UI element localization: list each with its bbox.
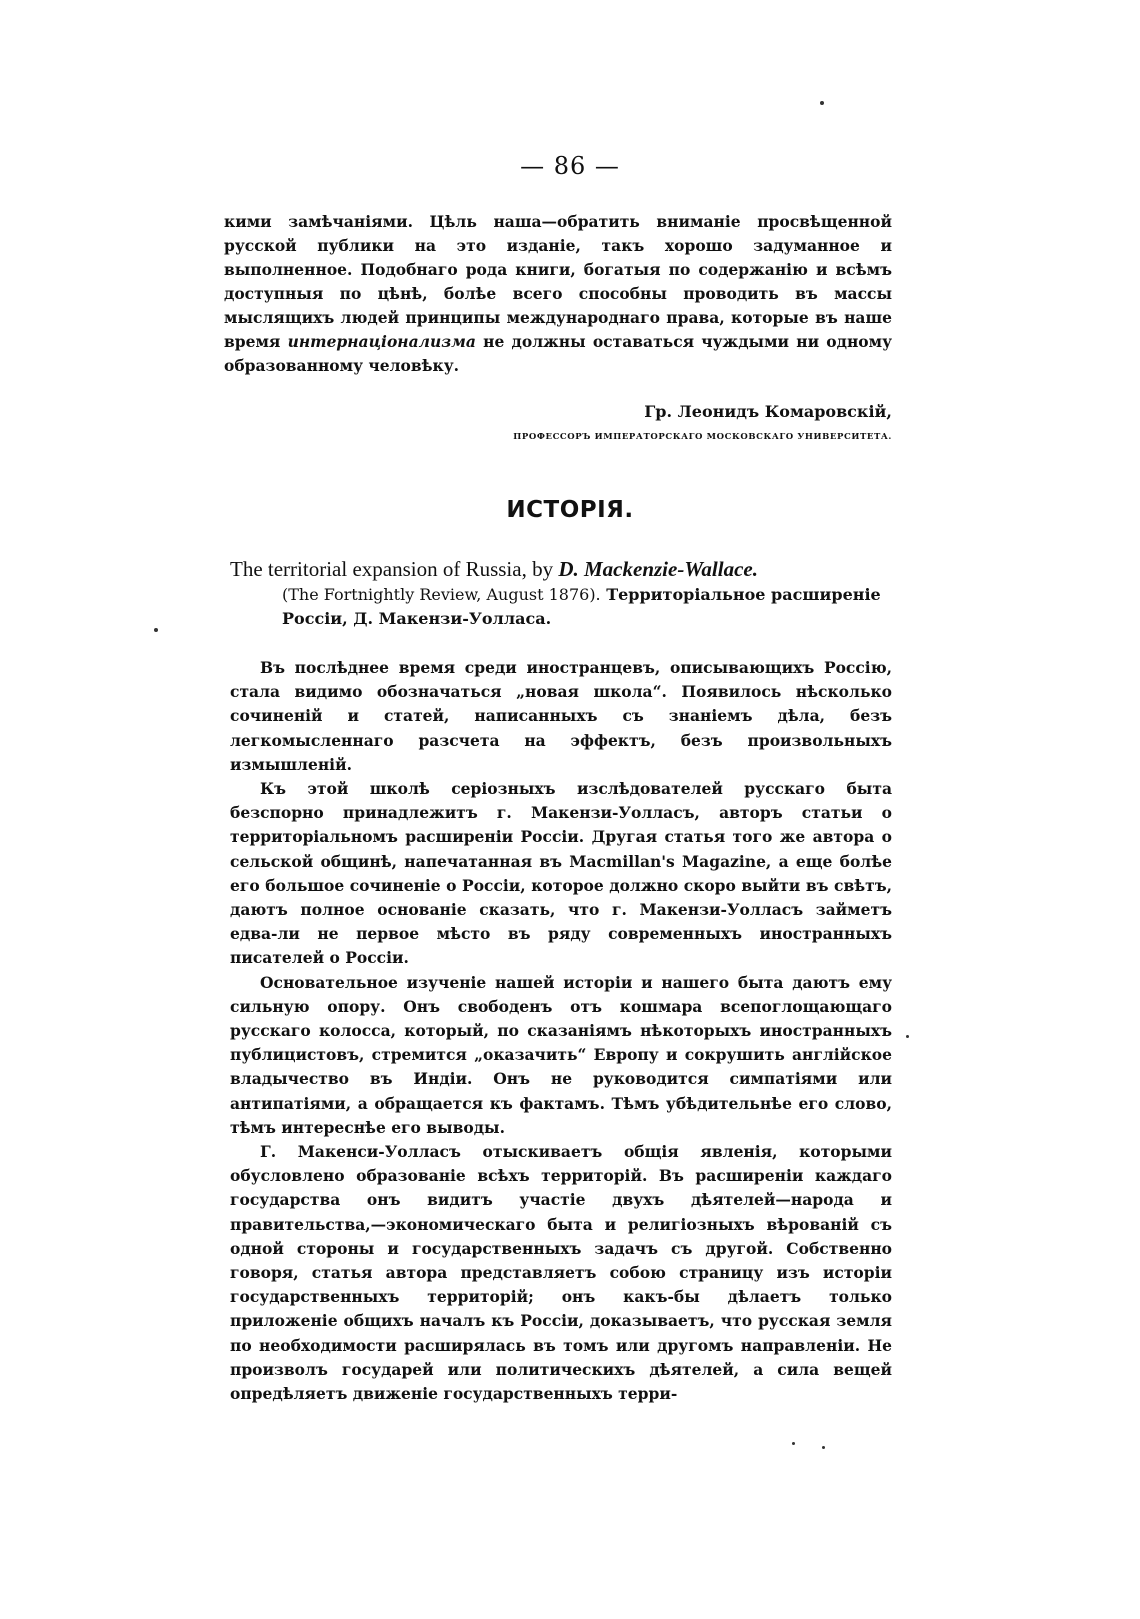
intro-text-start: кими замѣчаніями. Цѣль наша—обратить вниманіе просвѣщенной русской публики на это изданіе, такъ хорошо задуманное и выполненное. Подобнаго рода книги, богатыя по содержанію и всѣмъ доступныя по цѣнѣ, болѣе всего способны проводить въ массы мыслящихъ людей принципы международнаго права, которые въ наше время — [224, 212, 892, 351]
reference-details — [282, 583, 892, 631]
body-paragraph: Основательное изученіе нашей исторіи и нашего быта даютъ ему сильную опору. Онъ свободенъ отъ кошмара всепоглощающаго русскаго колосса, который, по сказаніямъ нѣкоторыхъ иностранныхъ публицистовъ, стремится „оказачить“ Европу и сокрушить англійское владычество въ Индіи. Онъ не руководится симпатіями или антипатіями, а обращается къ фактамъ. Тѣмъ убѣдительнѣе его слово, тѣмъ интереснѣе его выводы. — [230, 972, 892, 1137]
signature-affiliation: ПРОФЕССОРЪ ИМПЕРАТОРСКАГО МОСКОВСКАГО УНИВЕРСИТЕТА. — [513, 432, 892, 442]
scan-speck — [792, 1442, 795, 1445]
reference-entry — [230, 555, 892, 631]
page-number: — 86 — — [520, 152, 620, 180]
section-title: ИСТОРІЯ. — [506, 497, 634, 523]
reference-english-line — [230, 557, 758, 581]
body-paragraph: Къ этой школѣ серіозныхъ изслѣдователей русскаго быта безспорно принадлежитъ г. Макензи-Уолласъ, авторъ статьи о территоріальномъ расширеніи Россіи. Другая статья того же автора о сельской общинѣ, напечатанная въ Macmillan's Magazine, а еще болѣе его большое сочиненіе о Россіи, которое должно скоро выйти въ свѣтъ, даютъ полное основаніе сказать, что г. Макензи-Уолласъ займетъ едва-ли не первое мѣсто въ ряду современныхъ иностранныхъ писателей о Россіи. — [230, 779, 892, 968]
reference-russian-title: Территоріальное расширеніе Россіи, Д. Макензи-Уолласа. — [282, 585, 881, 628]
intro-italic-term: интернаціонализма — [287, 332, 476, 351]
body-paragraph: Г. Макенси-Уолласъ отыскиваетъ общія явленія, которыми обусловлено образованіе всѣхъ территорій. Въ расширеніи каждаго государства онъ видитъ участіе двухъ дѣятелей—народа и правительства,—экономическаго быта и религіозныхъ вѣрованій съ одной стороны и государственныхъ задачъ съ другой. Собственно говоря, статья автора представляетъ собою страницу изъ исторіи государственныхъ территорій; онъ какъ-бы дѣлаетъ только приложеніе общихъ началъ къ Россіи, доказываетъ, что русская земля по необходимости расширялась въ томъ или другомъ направленіи. Не произволъ государей или политическихъ дѣятелей, а сила вещей опредѣляетъ движеніе государственныхъ терри- — [230, 1142, 892, 1404]
scan-speck — [822, 1446, 825, 1449]
intro-text-end: не должны оставаться чуждыми ни одному образованному человѣку. — [224, 332, 893, 375]
body-paragraph: Въ послѣднее время среди иностранцевъ, описывающихъ Россію, стала видимо обозначаться „новая школа“. Появилось нѣсколько сочиненій и статей, написанныхъ съ знаніемъ дѣла, безъ легкомысленнаго разсчета на эффектъ, безъ произвольныхъ измышленій. — [230, 658, 892, 774]
scan-speck — [154, 628, 158, 632]
scan-speck — [906, 1035, 909, 1038]
signature-name: Гр. Леонидъ Комаровскій, — [644, 402, 892, 421]
reference-english-title: The territorial expansion of Russia, by — [230, 557, 559, 581]
reference-source: (The Fortnightly Review, August 1876). — [282, 585, 601, 604]
scan-speck — [820, 101, 824, 105]
article-body — [230, 656, 892, 1406]
reference-author: D. Mackenzie-Wallace. — [558, 557, 758, 581]
intro-paragraph — [224, 210, 892, 378]
